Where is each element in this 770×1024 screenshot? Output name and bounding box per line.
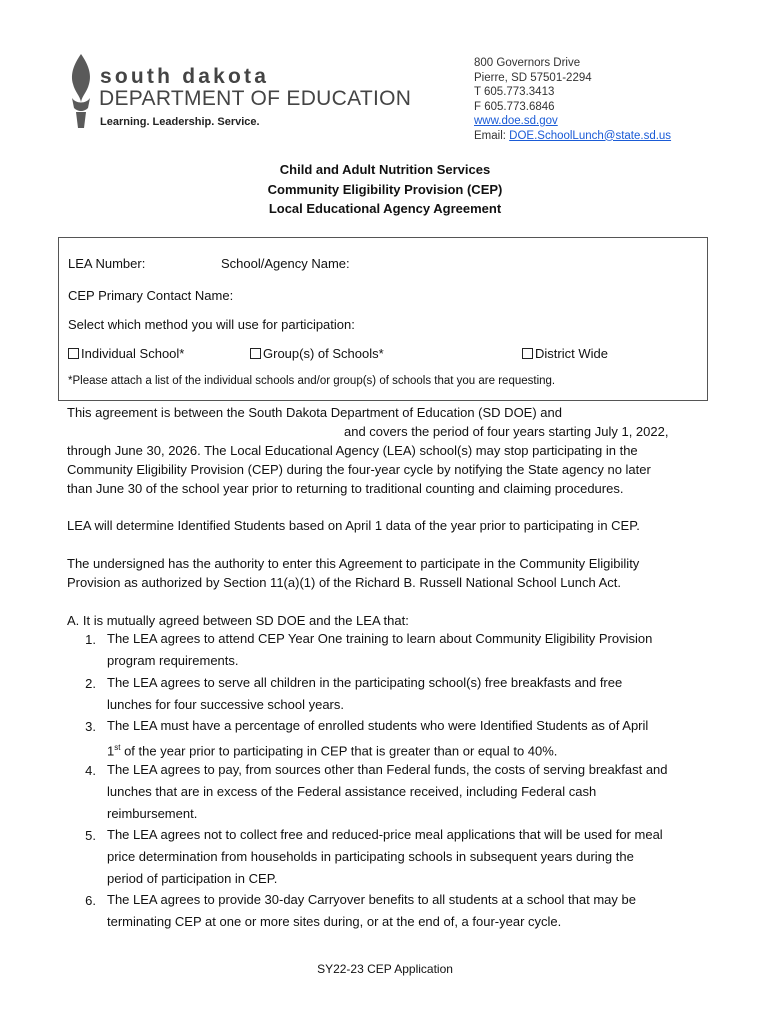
page-footer: SY22-23 CEP Application	[317, 962, 453, 976]
address-fax: F 605.773.6846	[474, 100, 555, 113]
logo-text-department: DEPARTMENT OF EDUCATION	[99, 87, 412, 110]
item-1-line1: The LEA agrees to attend CEP Year One training to learn about Community Eligibility Provision	[107, 631, 653, 646]
item-5-line2: price determination from households in participating schools in subsequent years during the	[107, 849, 634, 864]
para1-line1: This agreement is between the South Dakota Department of Education (SD DOE) and	[67, 405, 562, 420]
item-4-line1: The LEA agrees to pay, from sources other than Federal funds, the costs of serving breakfast and	[107, 762, 668, 777]
item-3-number: 3.	[85, 719, 96, 734]
item-2-line2: lunches for four successive school years.	[107, 697, 344, 712]
title-line-3: Local Educational Agency Agreement	[268, 201, 502, 216]
item-5-number: 5.	[85, 828, 96, 843]
torch-logo-icon	[64, 52, 98, 130]
item-1-number: 1.	[85, 632, 96, 647]
item-3-line1: The LEA must have a percentage of enrolled students who were Identified Students as of April	[107, 718, 649, 733]
para3-line2: Provision as authorized by Section 11(a)(1) of the Richard B. Russell National School Lunch Act.	[67, 575, 621, 590]
method-prompt: Select which method you will use for participation:	[68, 317, 355, 332]
para3-line1: The undersigned has the authority to enter this Agreement to participate in the Community Eligibility	[67, 556, 640, 571]
item-6-line2: terminating CEP at one or more sites during, or at the end of, a four-year cycle.	[107, 914, 562, 929]
lea-number-label: LEA Number:	[68, 256, 146, 271]
para1-line5: than June 30 of the school year prior to returning to traditional counting and claiming procedures.	[67, 481, 624, 496]
item-5-line1: The LEA agrees not to collect free and reduced-price meal applications that will be used for meal	[107, 827, 663, 842]
item-3-ordinal: 1	[107, 743, 115, 759]
address-phone: T 605.773.3413	[474, 86, 555, 98]
option-group-schools-label: Group(s) of Schools*	[263, 346, 384, 361]
para1-line2: and covers the period of four years starting July 1, 2022,	[344, 424, 669, 439]
title-line-2: Community Eligibility Provision (CEP)	[267, 181, 503, 197]
document-title	[0, 160, 770, 219]
option-district-wide[interactable]	[522, 346, 608, 361]
title-line-1: Child and Adult Nutrition Services	[279, 162, 491, 177]
website-link[interactable]: www.doe.sd.gov	[474, 115, 558, 127]
address-block	[474, 56, 671, 143]
logo-text-state: south dakota	[100, 65, 270, 88]
item-4-number: 4.	[85, 763, 96, 778]
school-name-label: School/Agency Name:	[221, 256, 350, 271]
item-6-number: 6.	[85, 893, 96, 908]
item-2-line1: The LEA agrees to serve all children in the participating school(s) free breakfasts and free	[107, 675, 623, 690]
email-label: Email:	[474, 129, 510, 142]
option-district-wide-label: District Wide	[535, 346, 608, 361]
para2: LEA will determine Identified Students based on April 1 data of the year prior to participating in CEP.	[67, 518, 640, 533]
checkbox-group-schools[interactable]	[250, 348, 261, 359]
checkbox-individual-school[interactable]	[68, 348, 79, 359]
para1-line3: through June 30, 2026. The Local Educational Agency (LEA) school(s) may stop participating in the	[67, 443, 638, 458]
attachment-note: *Please attach a list of the individual schools and/or group(s) of schools that you are requesting.	[68, 375, 556, 387]
email-link[interactable]: DOE.SchoolLunch@state.sd.us	[509, 129, 672, 142]
item-2-number: 2.	[85, 676, 96, 691]
item-3-superscript: st	[114, 743, 121, 752]
item-3-line2-rest: of the year prior to participating in CEP that is greater than or equal to 40%.	[120, 743, 558, 759]
address-street: 800 Governors Drive	[474, 57, 581, 69]
para1-line4: Community Eligibility Provision (CEP) during the four-year cycle by notifying the State agency no later	[67, 462, 651, 477]
option-individual-school[interactable]	[68, 346, 184, 361]
section-a-heading: A. It is mutually agreed between SD DOE and the LEA that:	[67, 613, 409, 628]
contact-name-label: CEP Primary Contact Name:	[68, 288, 234, 303]
address-city: Pierre, SD 57501-2294	[474, 71, 592, 84]
item-1-line2: program requirements.	[107, 653, 239, 668]
item-6-line1: The LEA agrees to provide 30-day Carryover benefits to all students at a school that may be	[107, 892, 636, 907]
option-individual-school-label: Individual School*	[81, 346, 185, 361]
logo-tagline: Learning. Leadership. Service.	[100, 116, 260, 128]
item-4-line2: lunches that are in excess of the Federal assistance received, including Federal cash	[107, 784, 597, 799]
item-5-line3: period of participation in CEP.	[107, 871, 278, 886]
checkbox-district-wide[interactable]	[522, 348, 533, 359]
item-4-line3: reimbursement.	[107, 806, 198, 821]
option-group-schools[interactable]	[250, 346, 384, 361]
